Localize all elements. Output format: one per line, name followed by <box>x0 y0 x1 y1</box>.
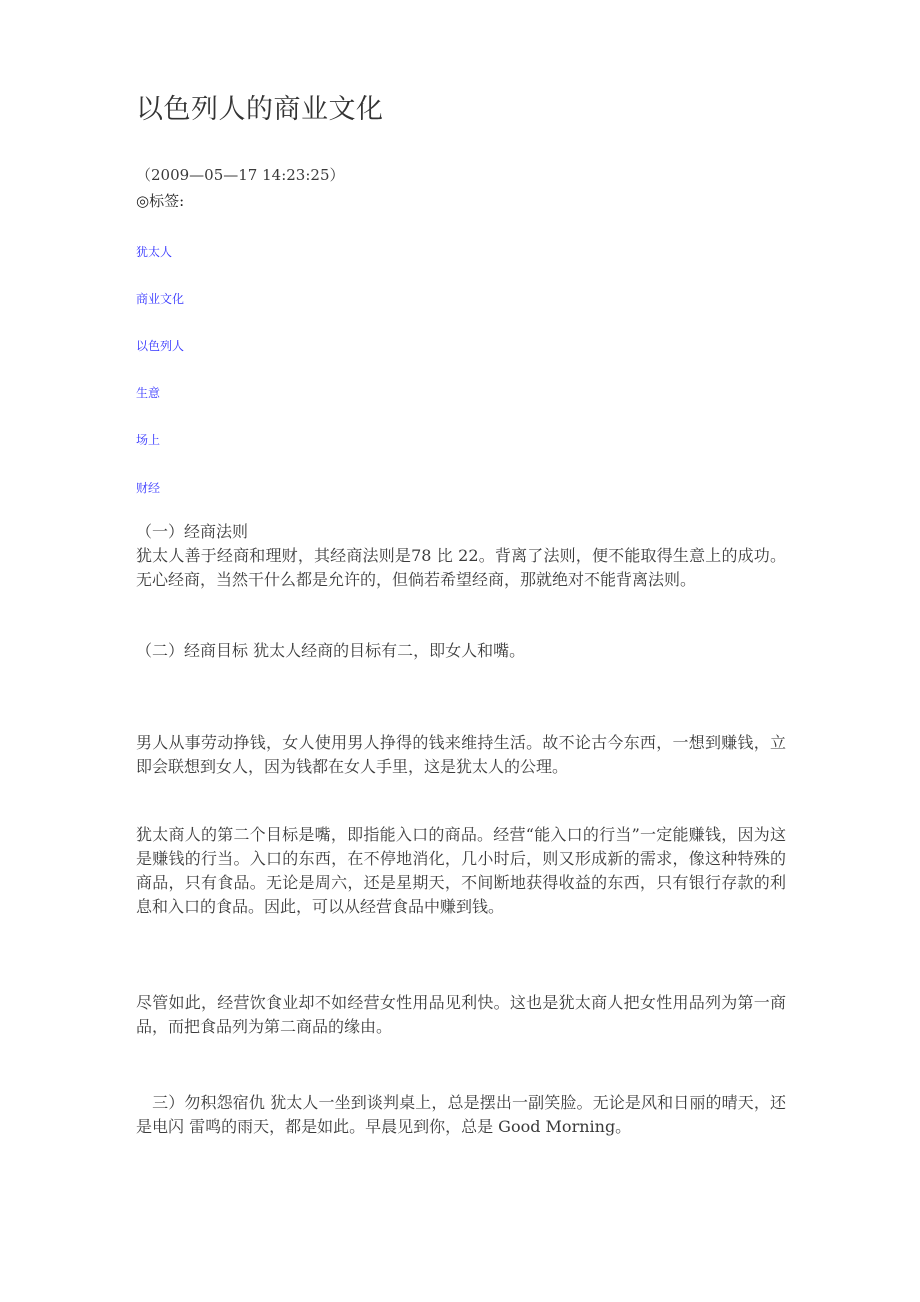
paragraph-business-rule: 犹太人善于经商和理财，其经商法则是78 比 22。背离了法则，便不能取得生意上的成功。无心经商，当然干什么都是允许的，但倘若希望经商，那就绝对不能背离法则。 <box>136 546 786 589</box>
tag-link-finance[interactable]: 财经 <box>136 481 161 495</box>
tags-label: ◎标签: <box>136 192 185 210</box>
tag-link-jews[interactable]: 犹太人 <box>136 245 173 259</box>
paragraph-no-grudges: 三）勿积怨宿仇 犹太人一坐到谈判桌上，总是摆出一副笑脸。无论是风和日丽的晴天，还是电闪 雷鸣的雨天，都是如此。早晨见到你，总是 Good Morning。 <box>136 1093 786 1136</box>
paragraph-business-goal: （二）经商目标 犹太人经商的目标有二，即女人和嘴。 <box>136 641 526 660</box>
paragraph-female-products: 尽管如此，经营饮食业却不如经营女性用品见利快。这也是犹太商人把女性用品列为第一商品，而把食品列为第二商品的缘由。 <box>136 993 786 1036</box>
paragraph-mouth: 犹太商人的第二个目标是嘴，即指能入口的商品。经营“能入口的行当”一定能赚钱，因为这是赚钱的行当。入口的东西，在不停地消化，几小时后，则又形成新的需求，像这种特殊的商品，只有食品。无论是周六，还是星期天，不间断地获得收益的东西，只有银行存款的利息和入口的食品。因此，可以从经营食品中赚到钱。 <box>136 825 786 916</box>
paragraph-women: 男人从事劳动挣钱，女人使用男人挣得的钱来维持生活。故不论古今东西，一想到赚钱，立即会联想到女人，因为钱都在女人手里，这是犹太人的公理。 <box>136 733 786 776</box>
tag-link-marketplace[interactable]: 场上 <box>136 433 161 447</box>
article-title: 以色列人的商业文化 <box>136 94 384 125</box>
publish-date: （2009—05—17 14:23:25） <box>136 166 345 184</box>
section-1-heading: （一）经商法则 <box>136 522 249 541</box>
tag-link-business[interactable]: 生意 <box>136 386 161 400</box>
tag-link-business-culture[interactable]: 商业文化 <box>136 292 185 306</box>
tag-link-israelis[interactable]: 以色列人 <box>136 339 185 353</box>
